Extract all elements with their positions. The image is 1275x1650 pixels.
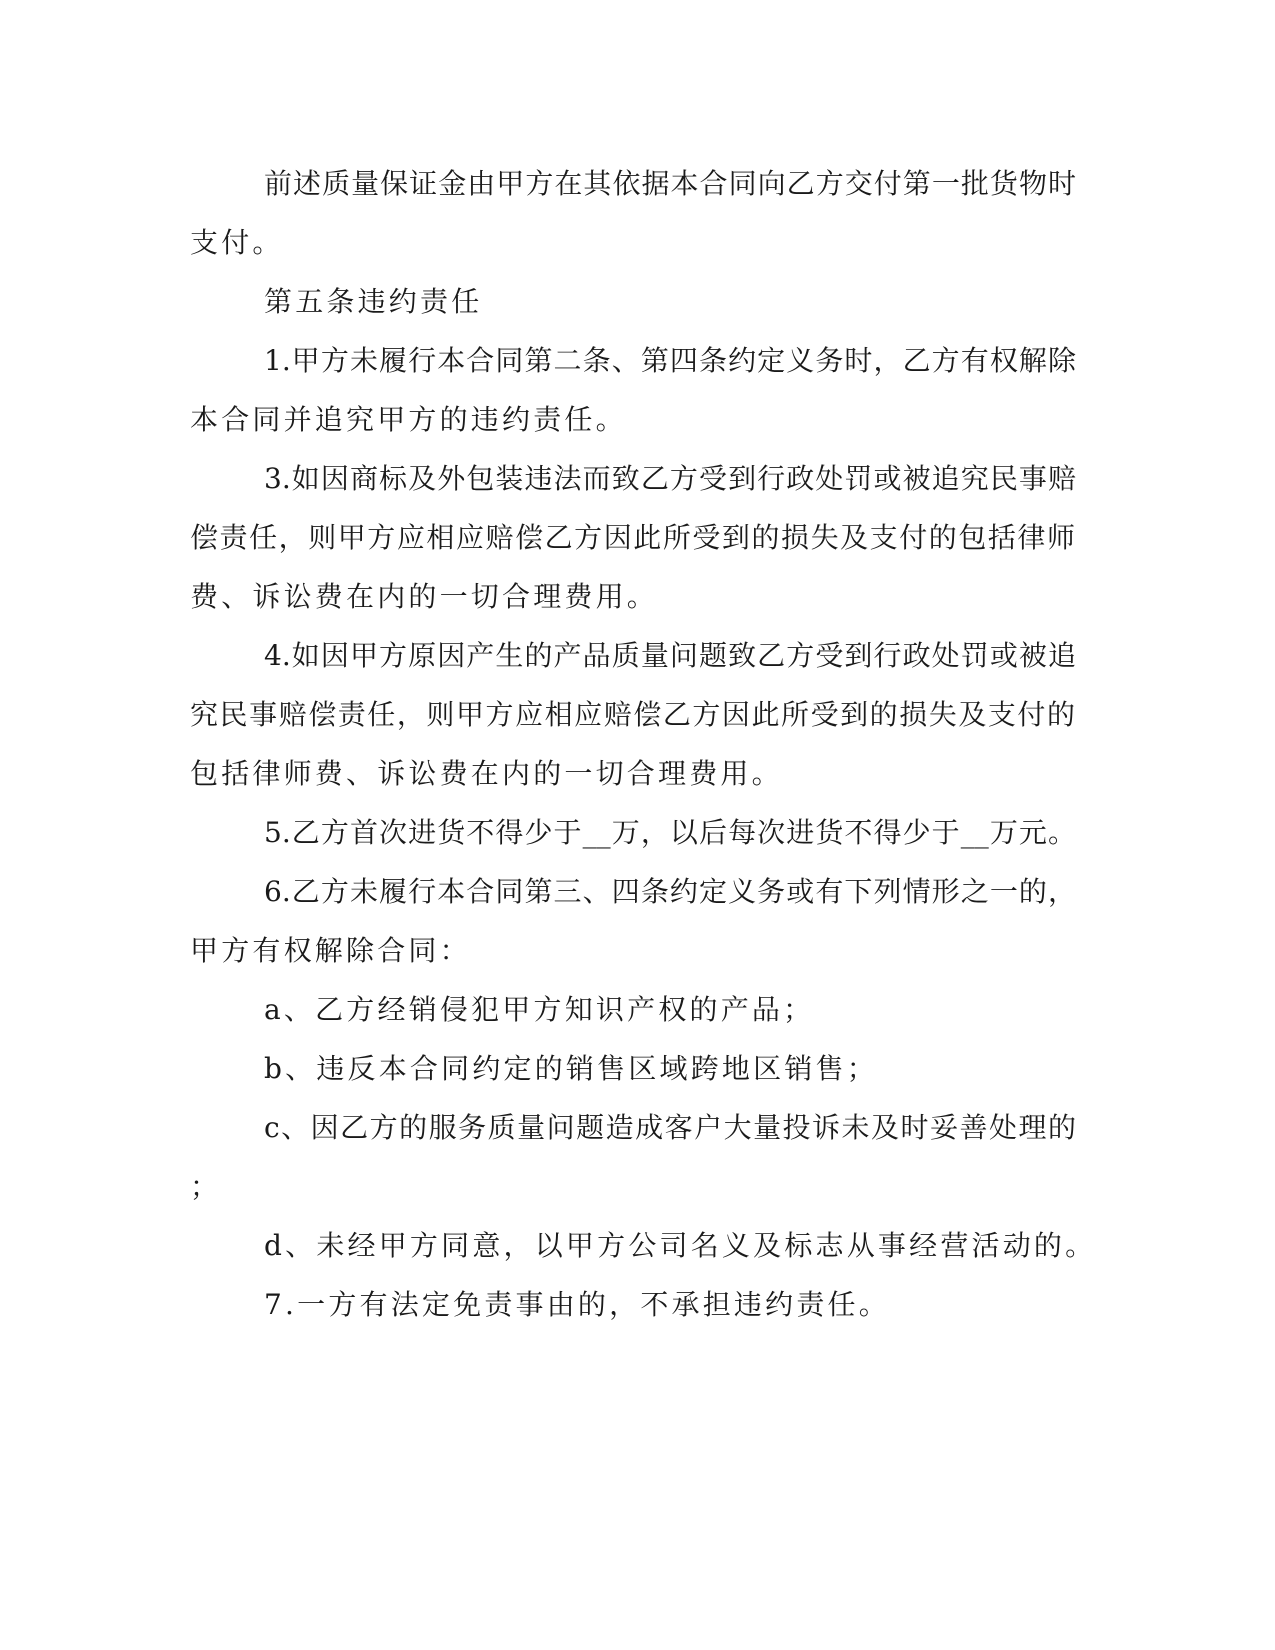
paragraph-line: 费、诉讼费在内的一切合理费用。 (190, 580, 659, 613)
paragraph-line: 甲方有权解除合同： (190, 934, 471, 967)
paragraph-line: 7.一方有法定免责事由的，不承担违约责任。 (264, 1288, 890, 1321)
paragraph-line: 本合同并追究甲方的违约责任。 (190, 403, 627, 436)
paragraph-line: 3.如因商标及外包装违法而致乙方受到行政处罚或被追究民事赔 (264, 462, 1076, 495)
paragraph-line: 偿责任，则甲方应相应赔偿乙方因此所受到的损失及支付的包括律师 (190, 521, 1075, 554)
paragraph-line: 支付。 (190, 226, 284, 259)
paragraph-line: 6.乙方未履行本合同第三、四条约定义务或有下列情形之一的， (264, 875, 1076, 908)
list-item: b、违反本合同约定的销售区域跨地区销售； (264, 1052, 878, 1085)
section-heading: 第五条违约责任 (264, 285, 483, 318)
list-item: a、乙方经销侵犯甲方知识产权的产品； (264, 993, 815, 1026)
paragraph-line: 究民事赔偿责任，则甲方应相应赔偿乙方因此所受到的损失及支付的 (190, 698, 1075, 731)
list-item: c、因乙方的服务质量问题造成客户大量投诉未及时妥善处理的 (264, 1111, 1076, 1144)
paragraph-line: 4.如因甲方原因产生的产品质量问题致乙方受到行政处罚或被追 (264, 639, 1076, 672)
paragraph-line: 1.甲方未履行本合同第二条、第四条约定义务时，乙方有权解除 (264, 344, 1076, 377)
paragraph-line: ； (190, 1170, 222, 1203)
paragraph-line: 5.乙方首次进货不得少于__万，以后每次进货不得少于__万元。 (264, 816, 1076, 849)
paragraph-line: 前述质量保证金由甲方在其依据本合同向乙方交付第一批货物时 (264, 167, 1076, 200)
paragraph-line: 包括律师费、诉讼费在内的一切合理费用。 (190, 757, 783, 790)
list-item: d、未经甲方同意，以甲方公司名义及标志从事经营活动的。 (264, 1229, 1097, 1262)
